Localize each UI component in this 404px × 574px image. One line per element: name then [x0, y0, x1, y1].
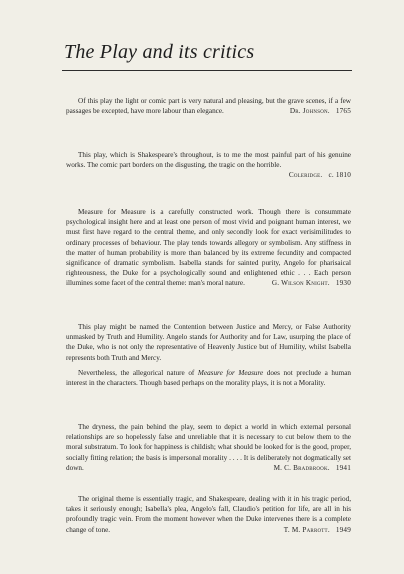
- quote-citation: [278, 106, 351, 116]
- quote-citation: [262, 463, 351, 473]
- quote-body: Of this play the light or comic part is very natural and pleasing, but the grave scenes, if a few passages be excepted, have more labour than elegance.: [66, 97, 351, 116]
- citation-author: T. M. Parrott.: [283, 525, 330, 534]
- quote-text: [66, 150, 351, 180]
- quote-text: [66, 96, 351, 116]
- citation-year: 1930: [335, 279, 351, 288]
- quote-unattributed: [66, 322, 351, 388]
- quote-johnson: [66, 96, 351, 116]
- citation-author: Dr. Johnson.: [289, 107, 330, 116]
- quote-coleridge: [66, 150, 351, 181]
- quote-citation: [272, 525, 351, 535]
- quote-knight: [66, 207, 351, 289]
- quote-text: [66, 207, 351, 289]
- quote-text-2: [66, 368, 351, 388]
- quote-text: [66, 494, 351, 535]
- citation-year: 1765: [335, 107, 351, 116]
- citation-year: c. 1810: [328, 171, 351, 180]
- quote-citation: [277, 170, 351, 180]
- quote-body: This play, which is Shakespeare's throughout, is to me the most painful part of his genuine works. The comic part borders on the disgusting, the tragic on the horrible.: [66, 151, 351, 170]
- citation-year: 1941: [335, 463, 351, 472]
- quote-citation: [260, 278, 351, 288]
- quote-body: Measure for Measure is a carefully constructed work. Though there is consummate psychological insight here and at least one person of most vivid and poignant human interest, we must first have regard to the central theme, and only secondly look for exact verisimilitudes to ordinary processes of behaviour. The play tends towards allegory or symbolism. Any stiffness in the matter of human probability is more than balanced by its extreme fecundity and compacted significance of dramatic symbolism. Isabella stands for sainted purity, Angelo for pharisaical righteousness, the Duke for a psychologically sound and enlightened ethic . . . Each person illumines some facet of the central theme: man's moral nature.: [66, 208, 351, 288]
- citation-author: M. C. Bradbrook.: [273, 463, 330, 472]
- citation-year: 1949: [335, 525, 351, 534]
- quote-text: This play might be named the Contention between Justice and Mercy, or False Authority unmasked by Truth and Humility. Angelo stands for Authority and for Law, usurping the place of the Duke, who is not only the representative of Heavenly Justice but of Humility, whilst Isabella represents both Truth and Mercy.: [66, 323, 351, 362]
- quote-body: The original theme is essentially tragic, and Shakespeare, dealing with it in his tragic period, takes it seriously enough; Isabella's plea, Angelo's fall, Claudio's petition for life, are all in his profoundly tragic vein. From the moment however when the Duke intervenes there is a complete change of tone.: [66, 495, 351, 534]
- quote-bradbrook: [66, 422, 351, 473]
- citation-author: G. Wilson Knight.: [271, 279, 330, 288]
- title-rule: [62, 70, 352, 71]
- quote-parrott: [66, 494, 351, 535]
- quote-body: The dryness, the pain behind the play, seem to depict a world in which external personal relationships are so hopelessly false and unreliable that it is necessary to cut below them to the moral substratum. To look for happiness is childish; what should be looked for is the good, proper, socially fitting relation; the basis is impersonal morality . . . . It is deliberately not dogmatically set down.: [66, 423, 351, 472]
- quote-text: [66, 422, 351, 473]
- play-title-emphasis: Measure for Measure: [197, 368, 264, 377]
- quote-body: Nevertheless, the allegorical nature of Measure for Measure does not preclude a human interest in the characters. Though based perhaps on the morality plays, it is not a Morality.: [66, 368, 351, 388]
- citation-author: Coleridge.: [288, 171, 323, 180]
- page-title: The Play and its critics: [64, 41, 255, 63]
